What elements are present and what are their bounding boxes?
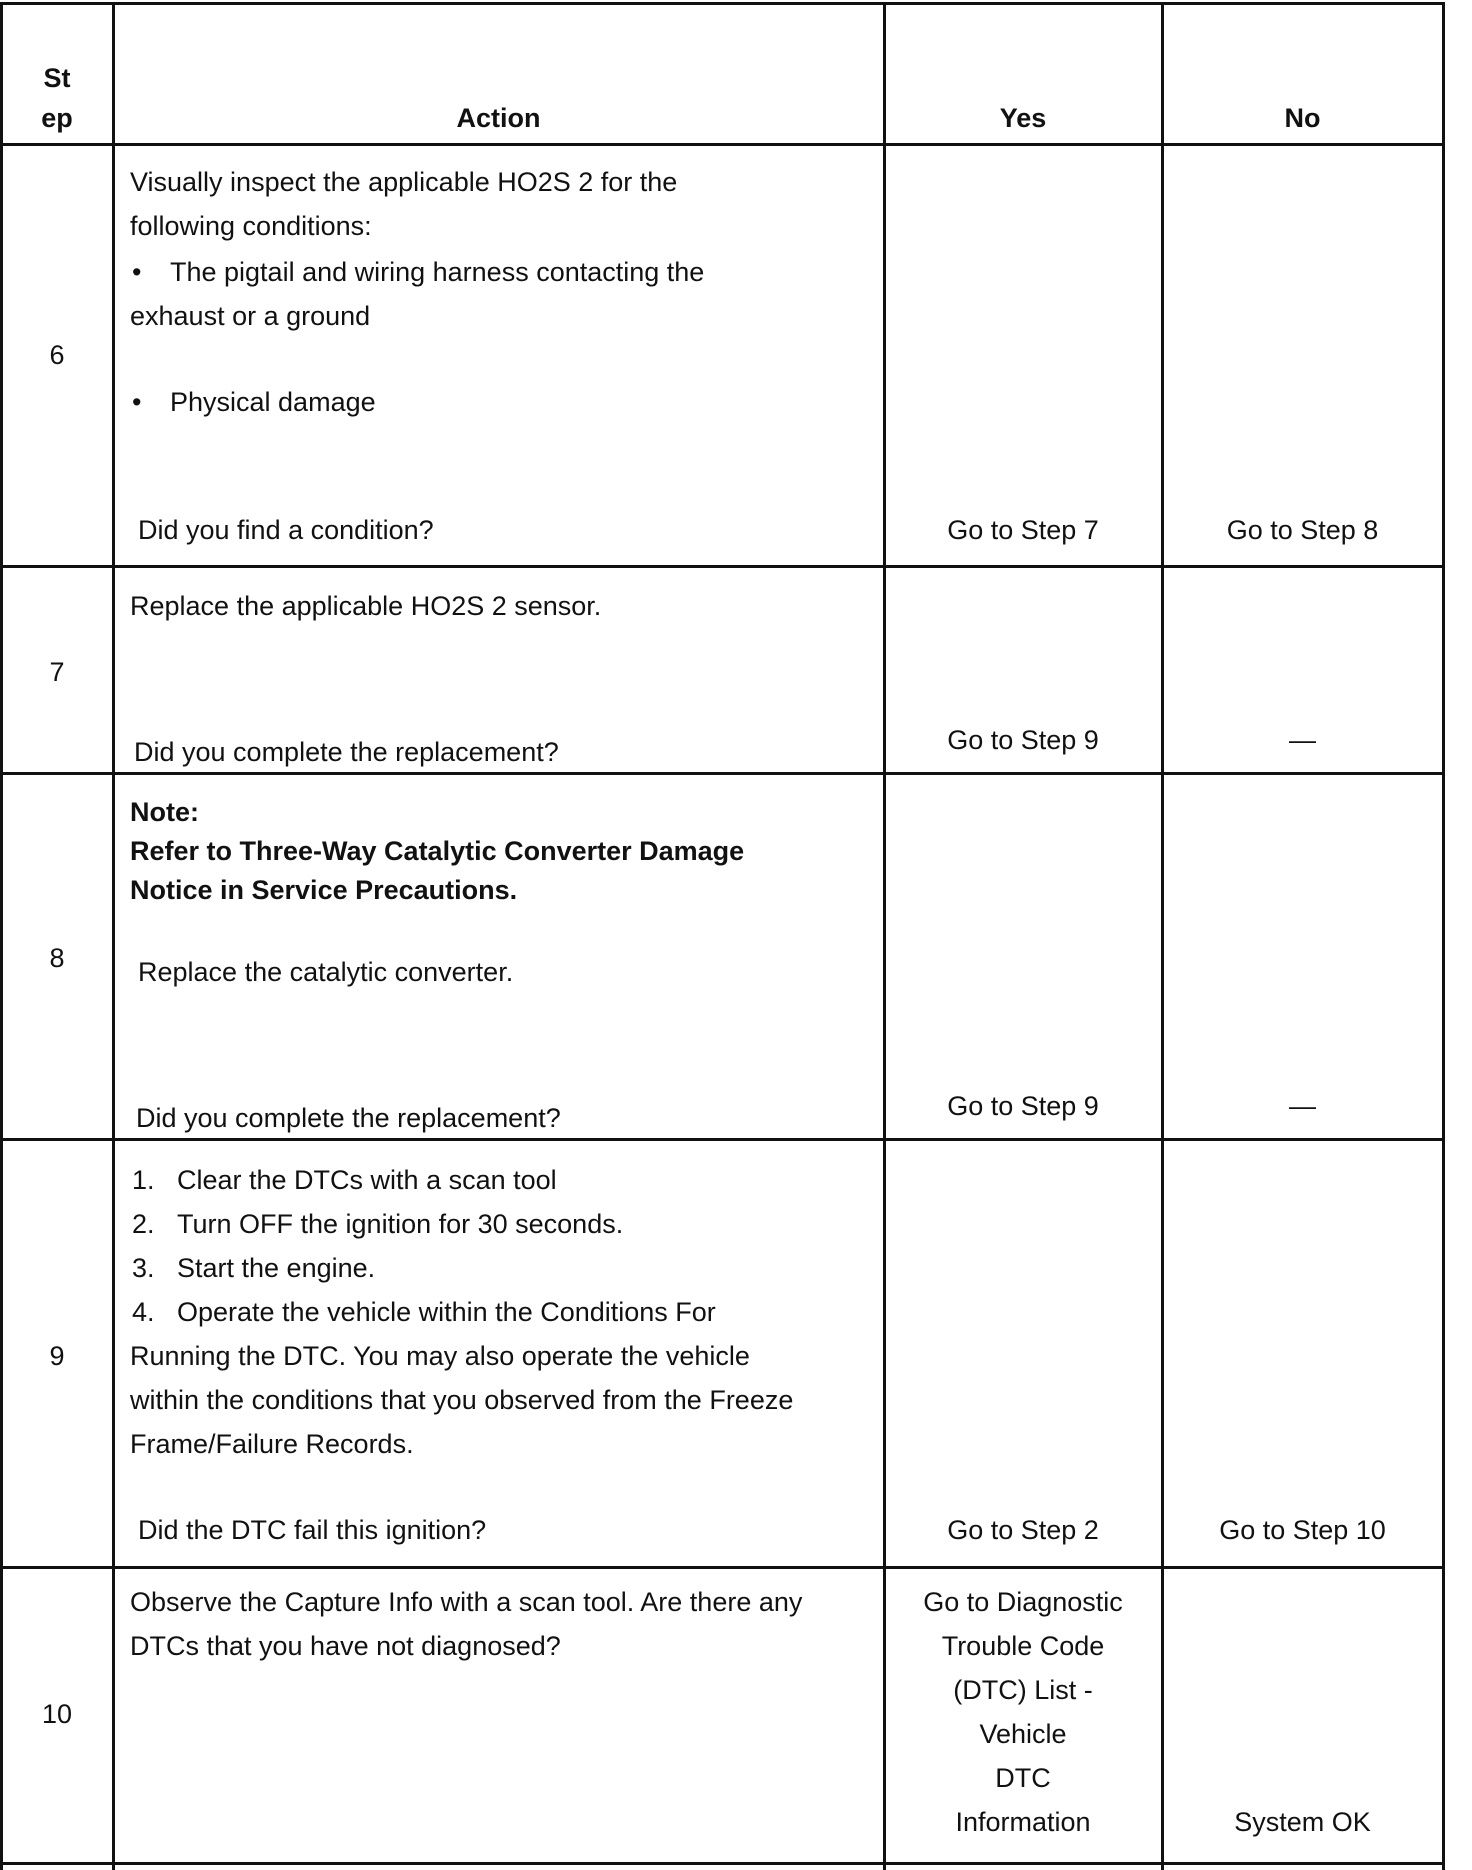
step-number: 8 <box>49 943 65 973</box>
bullet-marker: • <box>132 257 142 287</box>
action-text: Running the DTC. You may also operate the vehicle <box>130 1341 750 1371</box>
yes-result: (DTC) List - <box>953 1675 1093 1705</box>
row-divider-6 <box>0 565 1445 568</box>
yes-result: Go to Diagnostic <box>923 1587 1123 1617</box>
action-text: Replace the applicable HO2S 2 sensor. <box>130 591 602 621</box>
header-divider <box>0 143 1445 146</box>
step-number: 9 <box>49 1341 65 1371</box>
note-text: Notice in Service Precautions. <box>130 875 518 905</box>
row-divider-9 <box>0 1566 1445 1569</box>
action-text: Operate the vehicle within the Conditions For <box>177 1297 716 1327</box>
action-text: following conditions: <box>130 211 372 241</box>
question-text: Did you complete the replacement? <box>134 737 559 767</box>
yes-result: Trouble Code <box>941 1631 1105 1661</box>
list-number: 1. <box>132 1165 155 1195</box>
action-text: Physical damage <box>170 387 376 417</box>
action-text: exhaust or a ground <box>130 301 371 331</box>
yes-result: Go to Step 2 <box>947 1515 1099 1545</box>
question-text: Did you find a condition? <box>138 515 434 545</box>
action-text: Visually inspect the applicable HO2S 2 for the <box>130 167 678 197</box>
list-number: 3. <box>132 1253 155 1283</box>
question-text: Did the DTC fail this ignition? <box>138 1515 487 1545</box>
list-number: 4. <box>132 1297 155 1327</box>
question-text: Did you complete the replacement? <box>136 1103 561 1133</box>
no-result: — <box>1289 1091 1316 1121</box>
yes-result: Go to Step 9 <box>947 725 1099 755</box>
note-text: Refer to Three-Way Catalytic Converter Damage <box>130 836 745 866</box>
yes-result: Vehicle <box>979 1719 1067 1749</box>
step-number: 10 <box>41 1699 73 1729</box>
note-label: Note: <box>130 797 199 827</box>
table-border-right <box>1442 2 1445 1870</box>
table-border-bottom <box>0 1862 1445 1865</box>
action-text: Replace the catalytic converter. <box>138 957 514 987</box>
column-divider-yes <box>1161 2 1164 1870</box>
question-text: Observe the Capture Info with a scan tool. Are there any <box>130 1587 803 1617</box>
action-text: Turn OFF the ignition for 30 seconds. <box>177 1209 624 1239</box>
action-text: Start the engine. <box>177 1253 376 1283</box>
yes-result: Information <box>955 1807 1091 1837</box>
question-text: DTCs that you have not diagnosed? <box>130 1631 561 1661</box>
bullet-marker: • <box>132 387 142 417</box>
column-divider-step <box>112 2 115 1870</box>
no-result: System OK <box>1234 1807 1371 1837</box>
header-step-line2: ep <box>41 103 73 133</box>
action-text: Frame/Failure Records. <box>130 1429 414 1459</box>
yes-result: Go to Step 7 <box>947 515 1099 545</box>
no-result: Go to Step 10 <box>1219 1515 1386 1545</box>
header-action: Action <box>456 103 541 133</box>
list-number: 2. <box>132 1209 155 1239</box>
no-result: — <box>1289 725 1316 755</box>
header-step-line1: St <box>43 63 71 93</box>
yes-result: DTC <box>995 1763 1051 1793</box>
step-number: 7 <box>49 657 65 687</box>
yes-result: Go to Step 9 <box>947 1091 1099 1121</box>
action-text: within the conditions that you observed from the Freeze <box>130 1385 794 1415</box>
step-number: 6 <box>49 340 65 370</box>
no-result: Go to Step 8 <box>1226 515 1379 545</box>
action-text: The pigtail and wiring harness contacting the <box>170 257 705 287</box>
action-text: Clear the DTCs with a scan tool <box>177 1165 557 1195</box>
header-no: No <box>1284 103 1321 133</box>
header-yes: Yes <box>999 103 1047 133</box>
table-border-top <box>0 2 1445 5</box>
